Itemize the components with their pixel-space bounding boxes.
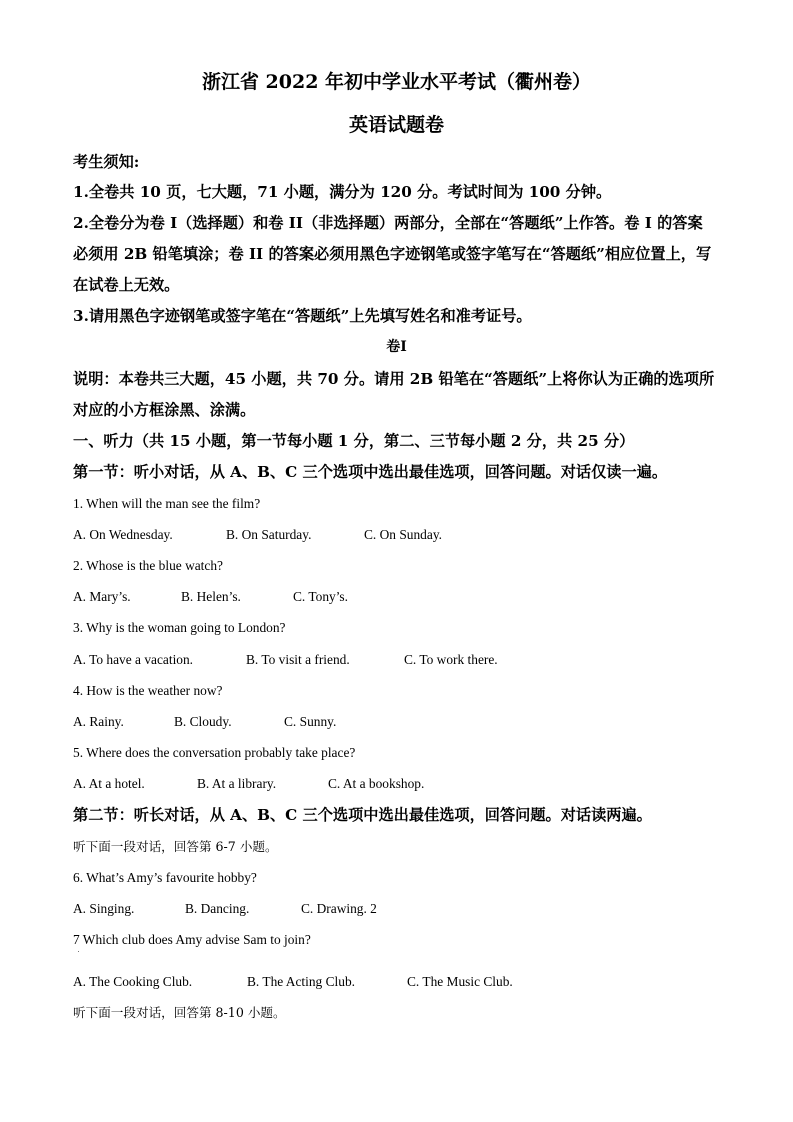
question-3-option-b: B. To visit a friend. xyxy=(246,652,350,667)
section1-heading: 第一节：听小对话，从 A、B、C 三个选项中选出最佳选项，回答问题。对话仅读一遍。 xyxy=(73,463,668,481)
question-2-option-a: A. Mary’s. xyxy=(73,589,131,604)
question-1-stem: 1. When will the man see the film? xyxy=(73,496,261,511)
question-2-option-c: C. Tony’s. xyxy=(293,589,348,604)
explain-line-2: 对应的小方框涂黑、涂满。 xyxy=(73,401,256,419)
explain-line-1: 说明：本卷共三大题，45 小题，共 70 分。请用 2B 铅笔在“答题纸”上将你认为正确的选项所 xyxy=(73,370,715,388)
notice-heading: 考生须知: xyxy=(73,153,140,171)
part1-heading: 一、听力（共 15 小题，第一节每小题 1 分，第二、三节每小题 2 分，共 25 分） xyxy=(73,432,635,450)
question-5-option-b: B. At a library. xyxy=(197,776,277,791)
question-6-stem: 6. What’s Amy’s favourite hobby? xyxy=(73,870,257,885)
question-3-option-c: C. To work there. xyxy=(404,652,498,667)
question-4-option-c: C. Sunny. xyxy=(284,714,337,729)
question-3-stem: 3. Why is the woman going to London? xyxy=(73,620,286,635)
note-questions-6-7: 听下面一段对话，回答第 6-7 小题。 xyxy=(73,839,278,854)
exam-subtitle: 英语试题卷 xyxy=(348,114,444,136)
question-1-option-c: C. On Sunday. xyxy=(364,527,442,542)
note-questions-8-10: 听下面一段对话，回答第 8-10 小题。 xyxy=(73,1005,286,1020)
question-7-option-b: B. The Acting Club. xyxy=(247,974,355,989)
question-5-option-c: C. At a bookshop. xyxy=(328,776,425,791)
question-4-stem: 4. How is the weather now? xyxy=(73,683,223,698)
exam-title: 浙江省 2022 年初中学业水平考试（衢州卷） xyxy=(201,71,592,93)
question-2-stem: 2. Whose is the blue watch? xyxy=(73,558,223,573)
question-7-stem: 7 Which club does Amy advise Sam to join? xyxy=(73,932,311,947)
notice-item-2-line1: 2.全卷分为卷 I（选择题）和卷 II（非选择题）两部分，全部在“答题纸”上作答。卷 I 的答案 xyxy=(73,214,703,232)
question-7-option-a: A. The Cooking Club. xyxy=(73,974,193,989)
question-2-option-b: B. Helen’s. xyxy=(181,589,241,604)
question-3-option-a: A. To have a vacation. xyxy=(73,652,194,667)
question-4-option-a: A. Rainy. xyxy=(73,714,124,729)
question-7-option-c: C. The Music Club. xyxy=(407,974,513,989)
question-4-option-b: B. Cloudy. xyxy=(174,714,232,729)
stray-mark xyxy=(78,951,79,952)
question-5-option-a: A. At a hotel. xyxy=(73,776,145,791)
question-6-option-a: A. Singing. xyxy=(73,901,135,916)
section2-heading: 第二节：听长对话，从 A、B、C 三个选项中选出最佳选项，回答问题。对话读两遍。 xyxy=(73,806,652,824)
volume-label: 卷I xyxy=(386,339,407,355)
question-1-option-a: A. On Wednesday. xyxy=(73,527,173,542)
notice-item-2-line3: 在试卷上无效。 xyxy=(73,276,180,294)
notice-item-1: 1.全卷共 10 页，七大题，71 小题，满分为 120 分。考试时间为 100 分钟。 xyxy=(73,183,612,201)
question-6-option-b: B. Dancing. xyxy=(185,901,250,916)
notice-item-3: 3.请用黑色字迹钢笔或签字笔在“答题纸”上先填写姓名和准考证号。 xyxy=(73,307,532,325)
question-5-stem: 5. Where does the conversation probably take place? xyxy=(73,745,356,760)
notice-item-2-line2: 必须用 2B 铅笔填涂；卷 II 的答案必须用黑色字迹钢笔或签字笔写在“答题纸”相应位置上，写 xyxy=(73,245,712,263)
question-6-option-c: C. Drawing. 2 xyxy=(301,901,377,916)
question-1-option-b: B. On Saturday. xyxy=(226,527,312,542)
